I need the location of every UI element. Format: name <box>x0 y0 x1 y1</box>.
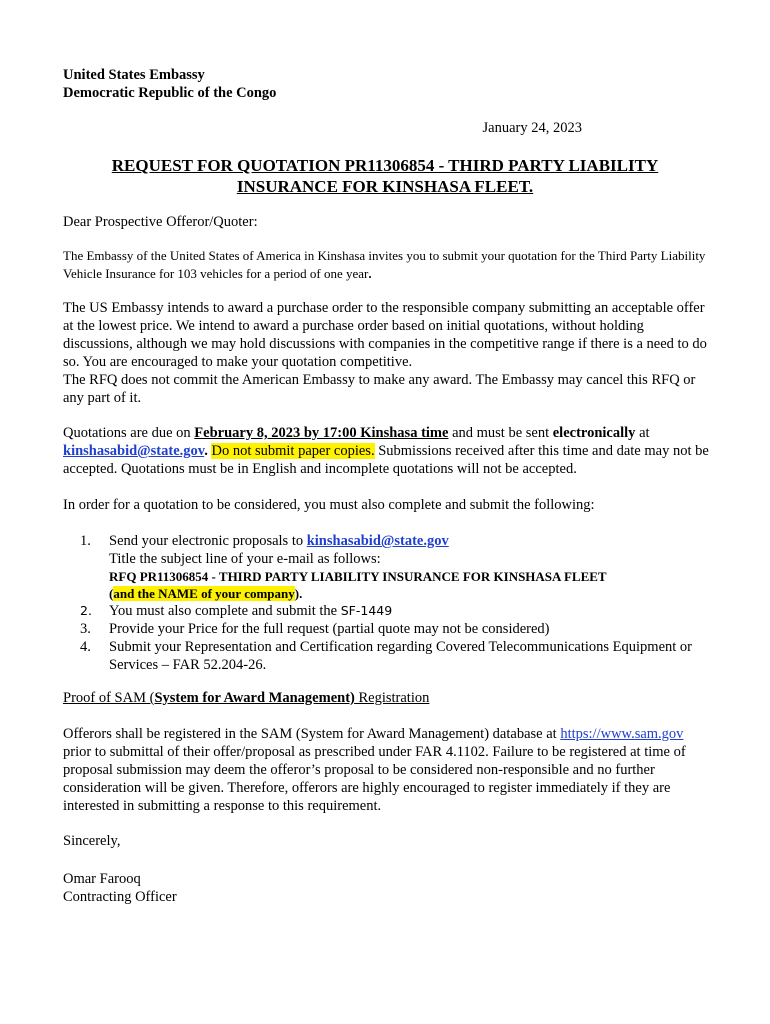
subject-intro: Title the subject line of your e-mail as follows: <box>109 551 381 567</box>
requirements-intro: In order for a quotation to be considered, you must also complete and submit the following: <box>63 497 595 513</box>
deadline-rest: Submissions received after this time and date may not be accepted. Quotations must be in English and incomplete quotations will not be accepted. <box>63 443 709 477</box>
title-line-2: INSURANCE FOR KINSHASA FLEET. <box>236 177 534 196</box>
list-item <box>80 532 720 602</box>
salutation: Dear Prospective Offeror/Quoter: <box>63 214 258 230</box>
sam-heading-pre: Proof of SAM ( <box>63 690 155 706</box>
closing: Sincerely, <box>63 833 121 849</box>
company-line <box>109 585 720 602</box>
deadline-at: at <box>635 425 650 441</box>
deadline-dot: . <box>204 443 212 459</box>
company-close: ). <box>294 586 303 601</box>
sf-form-name: SF-1449 <box>340 603 393 618</box>
no-paper-highlight: Do not submit paper copies. <box>211 443 375 459</box>
letter-title <box>63 155 707 197</box>
item3-text: Provide your Price for the full request (partial quote may not be considered) <box>109 621 550 637</box>
sam-link[interactable]: https://www.sam.gov <box>560 726 684 742</box>
list-number: 1. <box>80 533 91 549</box>
subject-line: RFQ PR11306854 - THIRD PARTY LIABILITY INSURANCE FOR KINSHASA FLEET <box>109 569 607 584</box>
signer-name: Omar Farooq <box>63 871 141 887</box>
item4-text: Submit your Representation and Certification regarding Covered Telecommunications Equipment or Services – FAR 52.204-26. <box>109 639 693 673</box>
sam-text-post: prior to submittal of their offer/proposal as prescribed under FAR 4.1102. Failure to be registered at time of proposal submission may deem the offeror’s proposal to be considered non-responsible and no further consideration will be given. Therefore, offerors are highly encouraged to register immediately if they are interested in submitting a response to this requirement. <box>63 744 686 814</box>
sam-heading-bold: System for Award Management) <box>154 690 355 706</box>
list-number: 4. <box>80 639 91 655</box>
requirements-list <box>80 532 720 674</box>
intro-text: The Embassy of the United States of America in Kinshasa invites you to submit your quotation for the Third Party Liability Vehicle Insurance for 103 vehicles for a period of one year <box>63 248 706 281</box>
intro-end: . <box>368 265 372 281</box>
company-highlight: and the NAME of your company <box>113 586 295 601</box>
sam-paragraph <box>63 725 713 815</box>
list-item <box>80 602 720 620</box>
signer-role: Contracting Officer <box>63 889 177 905</box>
title-line-1: REQUEST FOR QUOTATION PR11306854 - THIRD PARTY LIABILITY <box>111 156 659 175</box>
item1-email-link[interactable]: kinshasabid@state.gov <box>306 533 449 549</box>
intro-paragraph <box>63 247 713 282</box>
list-number: 2. <box>80 603 92 618</box>
award-text-1: The US Embassy intends to award a purchase order to the responsible company submitting an acceptable offer at the lowest price. We intend to award a purchase order based on initial quotations, without holding discussions, although we may hold discussions with companies in the competitive range if there is a need to do so. You are encouraged to make your quotation competitive. <box>63 300 707 370</box>
deadline-mid: and must be sent <box>448 425 553 441</box>
sam-heading-post: Registration <box>354 690 430 706</box>
list-item <box>80 620 720 638</box>
sam-heading <box>63 689 713 707</box>
deadline-paragraph <box>63 424 713 478</box>
sam-text-pre: Offerors shall be registered in the SAM (System for Award Management) database at <box>63 726 561 742</box>
item2-text: You must also complete and submit the <box>109 603 341 619</box>
due-date: February 8, 2023 by 17:00 Kinshasa time <box>194 425 449 441</box>
list-item <box>80 638 720 674</box>
award-text-2: The RFQ does not commit the American Embassy to make any award. The Embassy may cancel this RFQ or any part of it. <box>63 372 696 406</box>
sender-line-2: Democratic Republic of the Congo <box>63 85 277 101</box>
company-open: ( <box>109 586 114 601</box>
letter-date: January 24, 2023 <box>482 120 582 136</box>
item1-text: Send your electronic proposals to <box>109 533 307 549</box>
email-link[interactable]: kinshasabid@state.gov <box>63 443 205 459</box>
award-paragraph <box>63 299 713 407</box>
electronically-text: electronically <box>552 425 636 441</box>
list-number: 3. <box>80 621 91 637</box>
sender-block <box>63 66 713 102</box>
sender-line-1: United States Embassy <box>63 67 205 83</box>
deadline-pre: Quotations are due on <box>63 425 195 441</box>
